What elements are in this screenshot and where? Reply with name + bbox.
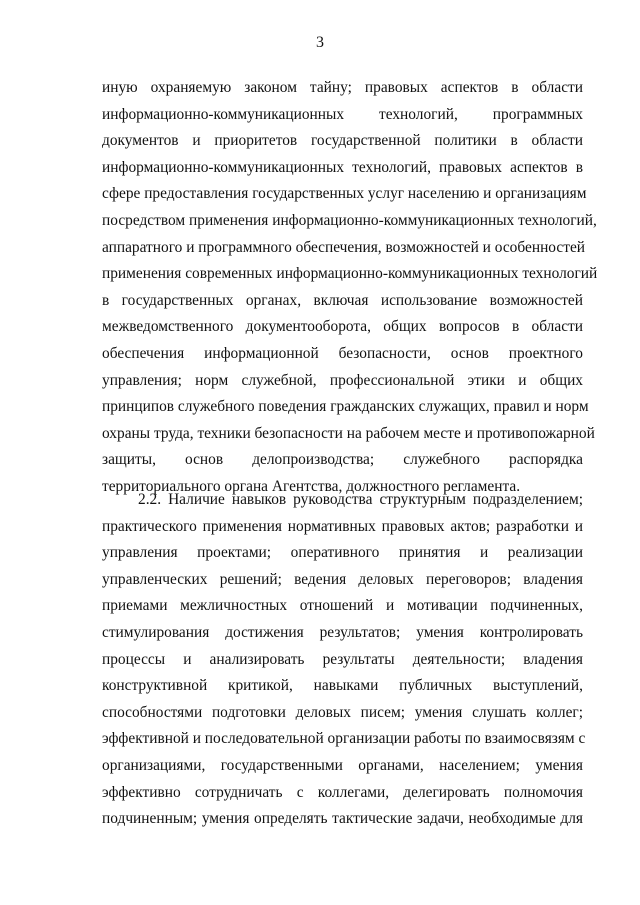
paragraph-line: стимулирования достижения результатов; умения контролировать	[102, 623, 583, 641]
paragraph-line: управленческих решений; ведения деловых переговоров; владения	[102, 570, 583, 588]
paragraph-line: информационно-коммуникационных технологий, правовых аспектов в	[102, 158, 583, 176]
page-number: 3	[316, 34, 324, 51]
paragraph-line: подчиненным; умения определять тактические задачи, необходимые для	[102, 810, 583, 828]
paragraph-line: приемами межличностных отношений и мотивации подчиненных,	[102, 597, 583, 615]
paragraph-line: практического применения нормативных правовых актов; разработки и	[102, 517, 583, 535]
paragraph-line: обеспечения информационной безопасности, основ проектного	[102, 344, 583, 362]
paragraph-line: принципов служебного поведения гражданских служащих, правил и норм	[102, 398, 589, 416]
paragraph-line: территориального органа Агентства, должностного регламента.	[102, 477, 521, 495]
paragraph-line: защиты, основ делопроизводства; служебного распорядка	[102, 451, 583, 469]
paragraph-line: межведомственного документооборота, общих вопросов в области	[102, 318, 583, 336]
paragraph-line: конструктивной критикой, навыками публичных выступлений,	[102, 677, 583, 695]
paragraph-line: иную охраняемую законом тайну; правовых аспектов в области	[102, 79, 583, 96]
paragraph-line: аппаратного и программного обеспечения, возможностей и особенностей	[102, 238, 586, 256]
paragraph-line: процессы и анализировать результаты деятельности; владения	[102, 650, 583, 668]
paragraph-line: применения современных информационно-коммуникационных технологий	[102, 265, 598, 283]
paragraph-knowledge-areas	[102, 75, 598, 501]
paragraph-line: организациями, государственными органами, населением; умения	[102, 756, 583, 774]
paragraph-line: информационно-коммуникационных технологий, программных	[102, 105, 583, 123]
paragraph-line: управления проектами; оперативного принятия и реализации	[102, 544, 583, 562]
paragraph-line: в государственных органах, включая использование возможностей	[102, 291, 583, 309]
paragraph-line: документов и приоритетов государственной политики в области	[102, 132, 583, 150]
paragraph-line: сфере предоставления государственных услуг населению и организациям	[102, 185, 587, 203]
paragraph-line: способностями подготовки деловых писем; умения слушать коллег;	[102, 703, 583, 721]
paragraph-line: управления; норм служебной, профессиональной этики и общих	[102, 371, 583, 389]
paragraph-line: эффективно сотрудничать с коллегами, делегировать полномочия	[102, 783, 583, 801]
paragraph-line: 2.2. Наличие навыков руководства структурным подразделением;	[138, 491, 583, 508]
paragraph-line: посредством применения информационно-коммуникационных технологий,	[102, 211, 597, 229]
paragraph-line: охраны труда, техники безопасности на рабочем месте и противопожарной	[102, 424, 595, 442]
paragraph-line: эффективной и последовательной организации работы по взаимосвязям с	[102, 730, 586, 748]
paragraph-skills	[102, 487, 586, 833]
